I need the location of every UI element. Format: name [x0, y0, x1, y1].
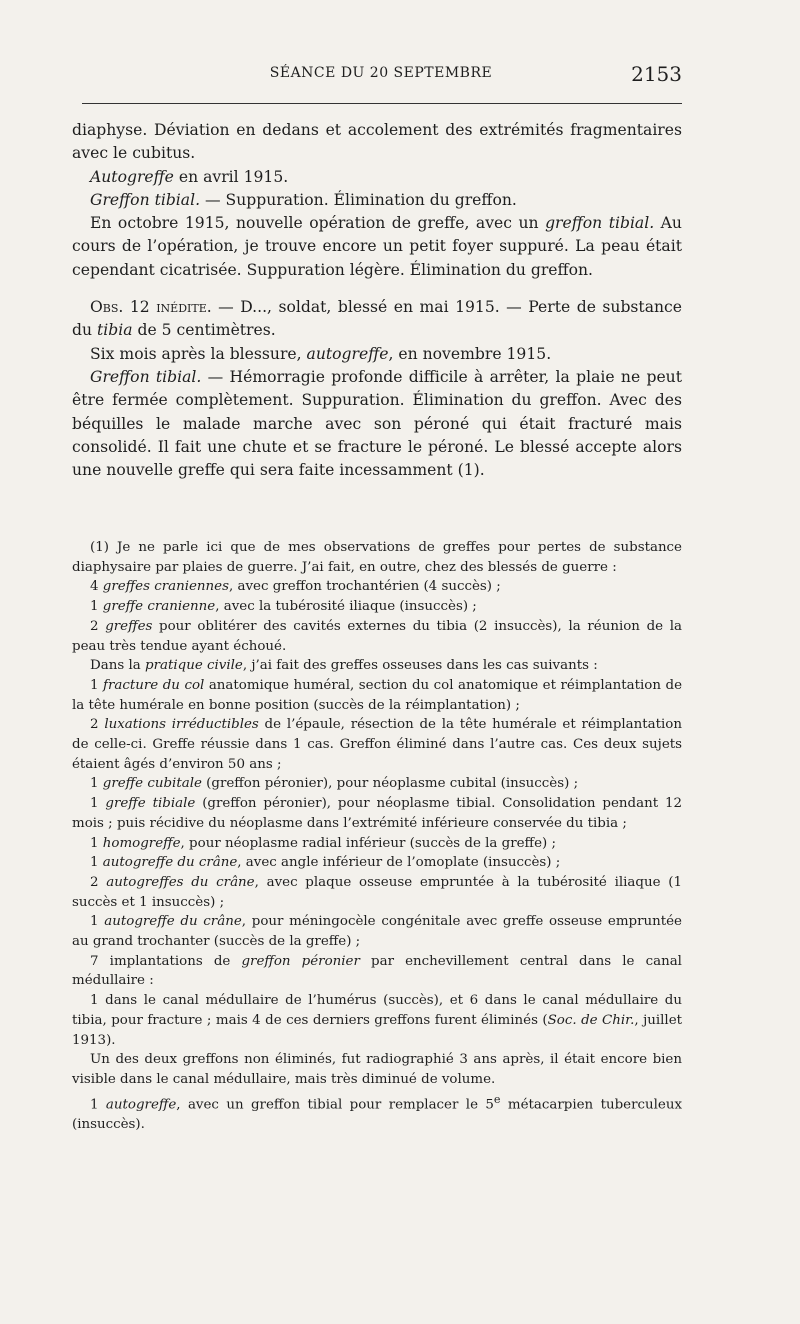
- paragraph: En octobre 1915, nouvelle opération de greffe, avec un greffon tibial. Au cours de l’opération, je trouve encore un petit foyer suppuré. La peau était cependant cicatrisée. Suppuration légère. Élimination du greffon.: [72, 214, 682, 279]
- footnote-paragraph: 1 greffe cubitale (greffon péronier), pour néoplasme cubital (insuccès) ;: [90, 776, 579, 792]
- footnote-paragraph: 2 autogreffes du crâne, avec plaque osseuse empruntée à la tubérosité iliaque (1 succès et 1 insuccès) ;: [72, 874, 683, 910]
- main-text: [72, 119, 682, 482]
- footnote-paragraph: (1) Je ne parle ici que de mes observations de greffes pour pertes de substance diaphysaire par plaies de guerre. J’ai fait, en outre, chez des blessés de guerre :: [72, 540, 682, 575]
- running-title: SÉANCE DU 20 SEPTEMBRE: [269, 65, 493, 81]
- footnote-paragraph: 1 autogreffe, avec un greffon tibial pour remplacer le 5e métacarpien tuberculeux (insuccès).: [72, 1092, 682, 1132]
- paragraph: Greffon tibial. — Suppuration. Élimination du greffon.: [90, 190, 517, 209]
- footnote-paragraph: 2 greffes pour oblitérer des cavités externes du tibia (2 insuccès), la réunion de la peau très tendue ayant échoué.: [72, 618, 682, 654]
- footnote-paragraph: Dans la pratique civile, j’ai fait des greffes osseuses dans les cas suivants :: [90, 658, 598, 674]
- footnote-paragraph: 7 implantations de greffon péronier par enchevillement central dans le canal médullaire :: [72, 953, 682, 989]
- footnote-paragraph: 1 autogreffe du crâne, avec angle inférieur de l’omoplate (insuccès) ;: [90, 855, 561, 871]
- running-header: [80, 62, 682, 92]
- header-rule: [82, 103, 682, 104]
- page-number: 2153: [631, 62, 682, 86]
- footnote-paragraph: 2 luxations irréductibles de l’épaule, résection de la tête humérale et réimplantation de celle-ci. Greffe réussie dans 1 cas. Greffon éliminé dans l’autre cas. Ces deux sujets étaient âgés d’environ 50 ans ;: [72, 717, 682, 772]
- footnote-paragraph: 1 greffe tibiale (greffon péronier), pour néoplasme tibial. Consolidation pendant 12 mois ; puis récidive du néoplasme dans l’extrémité inférieure conservée du tibia ;: [72, 796, 683, 831]
- paragraph: diaphyse. Déviation en dedans et accolement des extrémités fragmentaires avec le cubitus.: [72, 121, 682, 163]
- paragraph: Six mois après la blessure, autogreffe, en novembre 1915.: [90, 344, 552, 363]
- footnote-paragraph: 1 fracture du col anatomique huméral, section du col anatomique et réimplantation de la tête humérale en bonne position (succès de la réimplantation) ;: [72, 677, 682, 713]
- footnote-paragraph: 4 greffes craniennes, avec greffon trochantérien (4 succès) ;: [90, 579, 501, 595]
- footnote-paragraph: 1 homogreffe, pour néoplasme radial inférieur (succès de la greffe) ;: [90, 835, 556, 851]
- paragraph: Obs. 12 inédite. — D..., soldat, blessé en mai 1915. — Perte de substance du tibia de 5 centimètres.: [72, 298, 682, 340]
- footnote-paragraph: 1 greffe cranienne, avec la tubérosité iliaque (insuccès) ;: [90, 599, 477, 615]
- footnote: [72, 538, 682, 1135]
- paragraph: Greffon tibial. — Hémorragie profonde difficile à arrêter, la plaie ne peut être fermée complètement. Suppuration. Élimination du greffon. Avec des béquilles le malade marche avec son péroné qui était fracturé mais consolidé. Il fait une chute et se fracture le péroné. Le blessé accepte alors une nouvelle greffe qui sera faite incessamment (1).: [72, 367, 682, 480]
- paragraph: Autogreffe en avril 1915.: [90, 167, 289, 186]
- footnote-paragraph: Un des deux greffons non éliminés, fut radiographié 3 ans après, il était encore bien visible dans le canal médullaire, mais très diminué de volume.: [72, 1052, 682, 1087]
- footnote-paragraph: 1 autogreffe du crâne, pour méningocèle congénitale avec greffe osseuse empruntée au grand trochanter (succès de la greffe) ;: [72, 914, 682, 950]
- footnote-paragraph: 1 dans le canal médullaire de l’humérus (succès), et 6 dans le canal médullaire du tibia, pour fracture ; mais 4 de ces derniers greffons furent éliminés (Soc. de Chir., juillet 1913).: [72, 993, 682, 1048]
